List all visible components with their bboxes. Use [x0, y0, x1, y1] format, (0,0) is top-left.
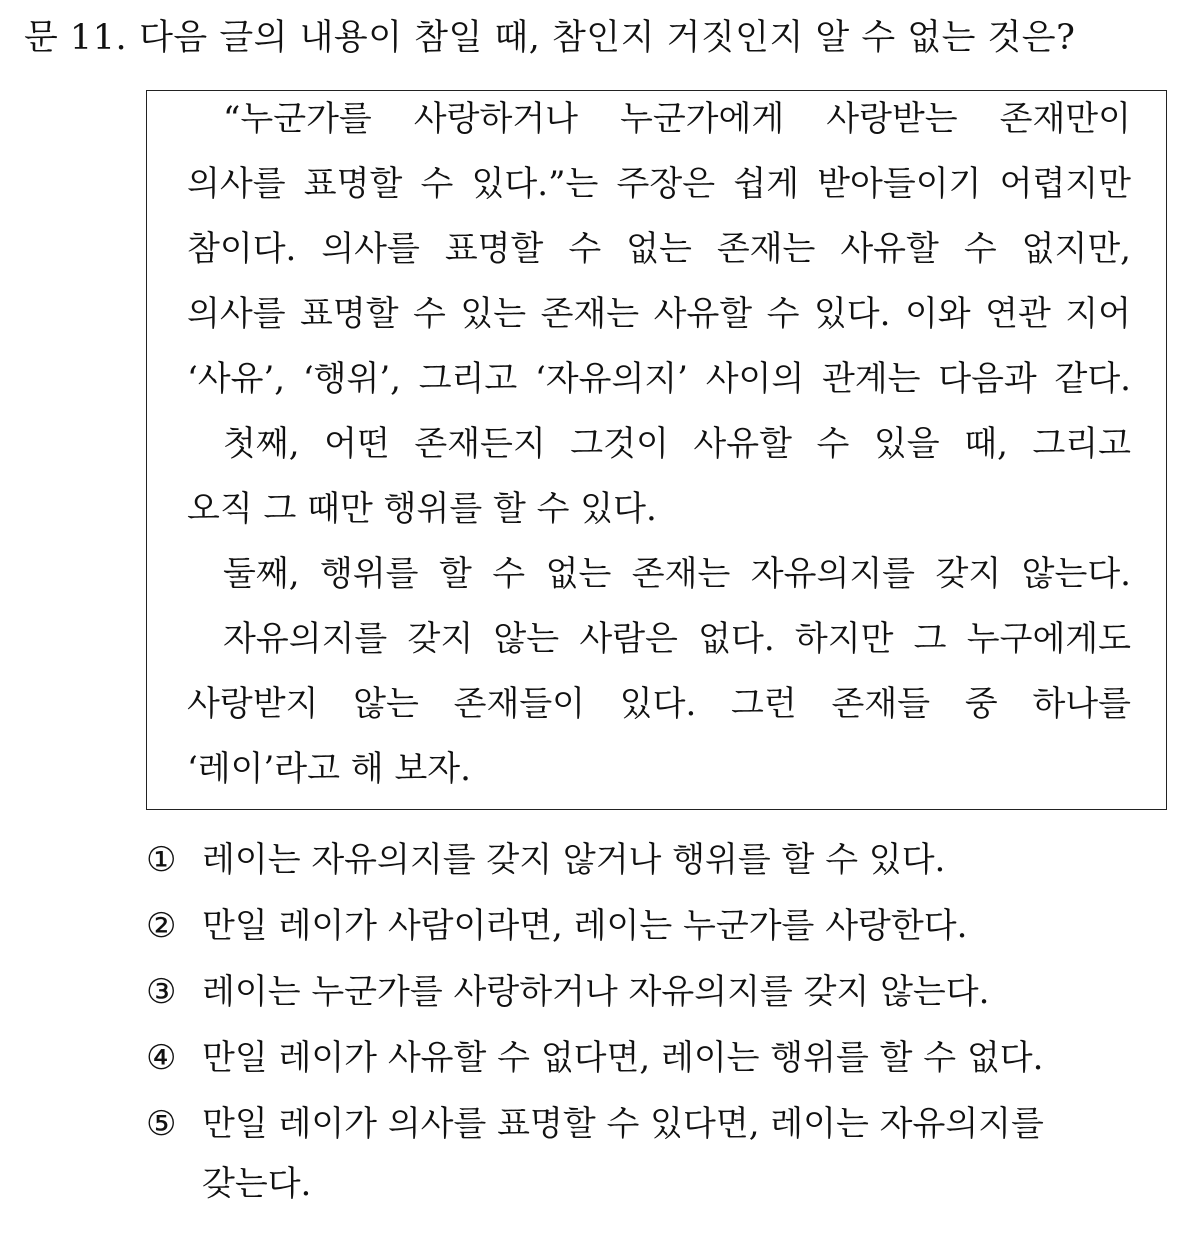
passage-line: ‘레이’라고 해 보자. [187, 749, 471, 789]
option-text: 만일 레이가 사람이라면, 레이는 누군가를 사랑한다. [202, 906, 968, 946]
passage-line: “누군가를 사랑하거나 누군가에게 사랑받는 존재만이 [223, 99, 1131, 139]
option-text: 레이는 자유의지를 갖지 않거나 행위를 할 수 있다. [202, 840, 946, 880]
option-5-continuation: 갖는다. [202, 1164, 312, 1204]
option-3[interactable] [146, 970, 1176, 1014]
option-2[interactable] [146, 904, 1176, 948]
passage-line: 의사를 표명할 수 있다.”는 주장은 쉽게 받아들이기 어렵지만 [187, 164, 1131, 204]
question-prompt: 다음 글의 내용이 참일 때, 참인지 거짓인지 알 수 없는 것은? [139, 18, 1076, 58]
passage-line: 오직 그 때만 행위를 할 수 있다. [187, 489, 657, 529]
passage-line: 의사를 표명할 수 있는 존재는 사유할 수 있다. 이와 연관 지어 [187, 294, 1131, 334]
passage-line: 사랑받지 않는 존재들이 있다. 그런 존재들 중 하나를 [187, 684, 1131, 724]
passage-box [146, 90, 1167, 810]
option-text: 만일 레이가 사유할 수 없다면, 레이는 행위를 할 수 없다. [202, 1038, 1044, 1078]
option-5[interactable] [146, 1102, 1176, 1146]
option-mark: ⑤ [146, 1104, 177, 1144]
passage-line: 자유의지를 갖지 않는 사람은 없다. 하지만 그 누구에게도 [223, 619, 1131, 659]
option-mark: ① [146, 840, 177, 880]
option-1[interactable] [146, 838, 1176, 882]
question-number: 문 11. [24, 18, 128, 58]
option-text: 만일 레이가 의사를 표명할 수 있다면, 레이는 자유의지를 [202, 1104, 1044, 1144]
passage-line: 둘째, 행위를 할 수 없는 존재는 자유의지를 갖지 않는다. [223, 554, 1131, 594]
question-header [24, 14, 1184, 62]
option-text: 레이는 누군가를 사랑하거나 자유의지를 갖지 않는다. [202, 972, 990, 1012]
option-mark: ④ [146, 1038, 177, 1078]
option-mark: ③ [146, 972, 177, 1012]
passage-line: 참이다. 의사를 표명할 수 없는 존재는 사유할 수 없지만, [187, 229, 1131, 269]
passage-line: ‘사유’, ‘행위’, 그리고 ‘자유의지’ 사이의 관계는 다음과 같다. [187, 359, 1131, 399]
option-4[interactable] [146, 1036, 1176, 1080]
passage-line: 첫째, 어떤 존재든지 그것이 사유할 수 있을 때, 그리고 [223, 424, 1131, 464]
option-mark: ② [146, 906, 177, 946]
